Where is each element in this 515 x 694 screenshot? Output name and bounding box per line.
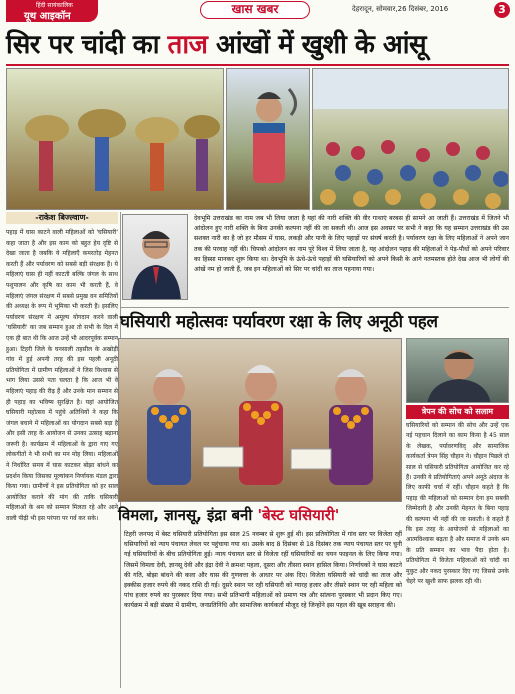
award-caption	[118, 504, 402, 526]
photo-illustration	[227, 69, 310, 210]
brand-name: यूथ आइकॉन	[24, 11, 71, 22]
page-header	[0, 0, 515, 20]
right-column-heading: त्रेपन की सोच को सलाम	[406, 405, 509, 419]
photo-illustration	[7, 69, 224, 210]
photo-illustration	[313, 69, 509, 210]
headline-highlight: ताज	[167, 30, 208, 60]
photo-women-with-grass-bundles	[6, 68, 224, 210]
headline-rule	[6, 64, 509, 66]
photo-trepan-singh-chauhan	[406, 338, 509, 403]
right-column-article: घसियारियों को सम्मान की सोच और उन्हें एक नई पहचान दिलाने का काम किया है 45 साल के लेखक, पर्यावरणविद् और सामाजिक कार्यकर्ता त्रेपन सिंह चौहान ने। चौहान पिछले दो साल से घसियारी प्रतियोगिता आयोजित कर रहे हैं। उनकी ये प्रतियोगिताएं अपने अनूठे अंदाज के लिए काफी चर्चा में रहीं। चौहान कहते हैं कि पहाड़ की महिलाओं को सम्मान देना हम सबकी जिम्मेदारी है और उनकी मेहनत के बिना पहाड़ की कल्पना भी नहीं की जा सकती। वे कहते हैं कि इस तरह के आयोजनों से महिलाओं का आत्मविश्वास बढ़ता है और समाज में उनके श्रम के प्रति सम्मान का भाव पैदा होता है। प्रतियोगिता में विजेता महिलाओं को चांदी का मुकुट और नकद पुरस्कार दिए गए जिससे उनके चेहरे पर खुशी साफ झलक रही थी।	[406, 422, 509, 586]
author-byline: -राकेश बिज्ल्वाण-	[6, 212, 118, 224]
photo-illustration	[119, 339, 402, 502]
brand-tagline: हिंदी सायंकालिक	[36, 2, 73, 9]
brand-logo	[6, 0, 98, 22]
page-number: 3	[494, 2, 510, 18]
headline-part1: सिर पर चांदी का	[6, 30, 168, 60]
author-portrait	[122, 214, 188, 300]
photo-best-ghasiyari-winners	[118, 338, 402, 502]
award-winner-names: विमला, ज्ञानसू, इंद्रा बनी	[118, 506, 258, 524]
section-label: खास खबर	[200, 1, 310, 19]
bottom-article-text: टिहरी जनपद में बेस्ट घसियारी प्रतियोगिता इस साल 25 नवम्बर से शुरू हुई थी। इस प्रतियोगिता में गांव स्तर पर विजेता रहीं घसियारियों को न्याय पंचायत लेवल पर पहुंचाया गया था। उसके बाद 8 दिसंबर से 18 दिसंबर तक न्याय पंचायत स्तर पर चुनी गई घसियारियों के बीच प्रतियोगिता हुई। न्याय पंचायत स्तर से विजेता रहीं घसियारियों का चयन फाइनल के लिए किया गया। जिसमें विमला देवी, ज्ञानसू देवी और इंद्रा देवी ने क्रमशः पहला, दूसरा और तीसरा स्थान हासिल किया। निर्णायकों ने घास काटने की गति, बोझा बांधने की कला और घास की गुणवत्ता के आधार पर अंक दिए। विजेता घसियारी को चांदी का ताज और इक्कीस हजार रुपये की नकद राशि दी गई। दूसरे स्थान पर रही घसियारी को ग्यारह हजार और तीसरे स्थान पर रही महिला को पांच हजार रुपये का पुरस्कार दिया गया। सभी प्रतिभागी महिलाओं को प्रमाण पत्र और सांत्वना पुरस्कार भी प्रदान किए गए। कार्यक्रम में बड़ी संख्या में ग्रामीण, जनप्रतिनिधि और सामाजिक कार्यकर्ता मौजूद रहे जिन्होंने इस पहल की खूब सराहना की।	[124, 531, 402, 610]
photo-illustration	[407, 339, 509, 403]
award-title: 'बेस्ट घसियारी'	[257, 506, 340, 524]
dateline: देहरादून, सोमवार,26 दिसंबर, 2016	[352, 5, 449, 13]
main-headline	[6, 28, 509, 62]
section-rule	[120, 307, 509, 308]
sub-headline: घसियारी महोत्सवः पर्यावरण रक्षा के लिए अनूठी पहल	[120, 312, 438, 332]
intro-article-text: देवभूमि उत्तराखंड का नाम जब भी लिया जाता है यहां की नारी शक्ति की वीर गाथाएं बरबस ही सामने आ जाती हैं। उत्तराखंड में जितने भी आंदोलन हुए नारी शक्ति के बिना उनकी कल्पना नहीं की जा सकती थी। आज इस अवसर पर सभी ने कहा कि यह सम्मान उत्तराखंड की उस सशक्त नारी का है जो हर मौसम में घास, लकड़ी और पानी के लिए पहाड़ों पर संघर्ष करती है। पर्यावरण रक्षा के लिए महिलाओं ने अपने जान तक की परवाह नहीं की। चिपको आंदोलन का नाम पूरे विश्व में लिया जाता है, यह आंदोलन पहाड़ की महिलाओं ने पेड़-पौधों को अपने परिवार का हिस्सा मानकर शुरू किया था। देवभूमि के ऊंचे-ऊंचे पहाड़ों की घसियारियों को अपने किसी के आगे नतमस्तक होते देख आज भी लोगों की आंखें नम हो जाती हैं, जब इन महिलाओं को सिर पर चांदी का ताज पहनाया गया।	[194, 215, 509, 274]
photo-crowd-gathering	[312, 68, 509, 210]
photo-illustration	[123, 215, 188, 300]
headline-part2: आंखों में खुशी के आंसू	[207, 30, 427, 60]
photo-woman-with-sickle	[226, 68, 310, 210]
left-column-article: पहाड़ में घास काटने वाली महिलाओं को 'घसियारी' कहा जाता है और इस काम को बहुत हेय दृष्टि से देखा जाता है जबकि ये महिलाएँ कमरतोड़ मेहनत करती हैं और पर्यावरण को सबसे बड़ी संरक्षक हैं। ये महिलाएं घास ही नहीं काटती बल्कि जंगल के साथ पशुपालन और कृषि का काम भी करती हैं, वे महिलाएं जंगल संरक्षण में सबसे प्रमुख वन समितियों की अध्यक्ष के रूप में भूमिका भी करती हैं। इसलिए पर्यावरण संरक्षण में अमूल्य योगदान करने वाली 'घसियारी' का जब सम्मान हुआ तो सभी के दिल में एक ही बात थी कि आज उन्हें भी आदरपूर्वक सम्मान हुआ। टिहरी जिले के घनसाली तहसील के अखोड़ी गांव में हुई अपनी तरह की इस पहली अनूठी प्रतियोगिता में ग्रामीण महिलाओं ने जिस विश्वास से भाग लिया उससे पता चलता है कि आज भी वे महिलाएं पहाड़ की रीढ़ हैं और उनके मान सम्मान से ही पहाड़ का भविष्य सुरक्षित है। यहां आयोजित घसियारी महोत्सव में पहुंचे अतिथियों ने कहा कि जंगल बचाने में महिलाओं का योगदान सबसे बड़ा है और इसी तरह के आयोजन से उनका उत्साह बढ़ाना जरूरी है। कार्यक्रम में महिलाओं के द्वारा गाए गए लोकगीतों ने भी सभी का मन मोह लिया। महिलाओं ने निर्धारित समय में घास काटकर बोझा बांधने का प्रदर्शन किया जिसका मूल्यांकन निर्णायक मंडल द्वारा किया गया। ग्रामीणों ने इस प्रतियोगिता को हर साल आयोजित कराने की मांग की ताकि घसियारी महिलाओं के श्रम को सम्मान मिलता रहे और आने वाली पीढ़ी भी इस परंपरा पर गर्व कर सके।	[6, 229, 118, 523]
